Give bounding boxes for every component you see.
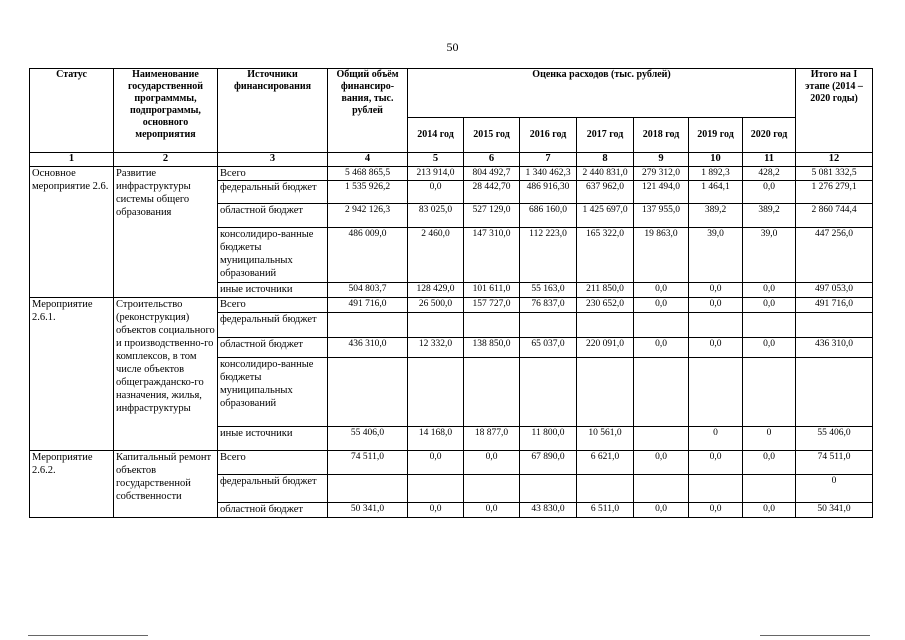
value-cell: 0,0 — [464, 503, 520, 518]
page-number: 50 — [446, 40, 459, 54]
value-cell — [464, 313, 520, 338]
value-cell: 14 168,0 — [408, 427, 464, 451]
value-cell — [328, 475, 408, 503]
value-cell — [796, 358, 873, 427]
value-cell: 0,0 — [743, 181, 796, 204]
value-cell: 6 621,0 — [577, 451, 634, 475]
value-cell: 491 716,0 — [796, 298, 873, 313]
column-number: 4 — [328, 153, 408, 167]
column-number: 8 — [577, 153, 634, 167]
value-cell — [464, 475, 520, 503]
column-number: 2 — [114, 153, 218, 167]
value-cell: 436 310,0 — [328, 338, 408, 358]
header-sources: Источники финансирования — [218, 69, 328, 153]
value-cell: 5 081 332,5 — [796, 167, 873, 181]
value-cell: 211 850,0 — [577, 283, 634, 298]
value-cell: 6 511,0 — [577, 503, 634, 518]
funding-source-cell: областной бюджет — [218, 204, 328, 228]
header-year: 2016 год — [520, 118, 577, 153]
value-cell: 55 406,0 — [328, 427, 408, 451]
value-cell — [577, 475, 634, 503]
value-cell: 19 863,0 — [634, 228, 689, 283]
value-cell: 0,0 — [689, 503, 743, 518]
value-cell: 0 — [689, 427, 743, 451]
column-number: 12 — [796, 153, 873, 167]
header-final: Итого на I этапе (2014 – 2020 годы) — [796, 69, 873, 153]
header-total: Общий объём финансиро-вания, тыс. рублей — [328, 69, 408, 153]
value-cell: 0,0 — [464, 451, 520, 475]
funding-source-cell: федеральный бюджет — [218, 475, 328, 503]
table-row — [30, 451, 873, 475]
header-year: 2014 год — [408, 118, 464, 153]
value-cell: 389,2 — [689, 204, 743, 228]
value-cell — [743, 475, 796, 503]
value-cell: 138 850,0 — [464, 338, 520, 358]
value-cell: 11 800,0 — [520, 427, 577, 451]
value-cell: 527 129,0 — [464, 204, 520, 228]
value-cell: 0 — [796, 475, 873, 503]
value-cell — [408, 313, 464, 338]
value-cell: 74 511,0 — [796, 451, 873, 475]
value-cell: 2 942 126,3 — [328, 204, 408, 228]
value-cell: 0,0 — [743, 451, 796, 475]
value-cell: 0 — [743, 427, 796, 451]
value-cell: 486 916,30 — [520, 181, 577, 204]
budget-table — [29, 68, 873, 518]
value-cell: 804 492,7 — [464, 167, 520, 181]
value-cell: 50 341,0 — [796, 503, 873, 518]
value-cell — [520, 313, 577, 338]
value-cell: 147 310,0 — [464, 228, 520, 283]
program-name-cell: Капитальный ремонт объектов государственной собственности — [114, 451, 218, 518]
value-cell — [743, 358, 796, 427]
column-number: 10 — [689, 153, 743, 167]
value-cell: 230 652,0 — [577, 298, 634, 313]
value-cell: 50 341,0 — [328, 503, 408, 518]
value-cell — [634, 313, 689, 338]
funding-source-cell: иные источники — [218, 283, 328, 298]
value-cell: 2 860 744,4 — [796, 204, 873, 228]
value-cell: 1 425 697,0 — [577, 204, 634, 228]
value-cell: 0,0 — [634, 338, 689, 358]
value-cell: 0,0 — [689, 283, 743, 298]
value-cell: 55 406,0 — [796, 427, 873, 451]
program-name-cell: Строительство (реконструкция) объектов социального и производственно-го комплексов, в том числе объектов общегражданско-го назначения, жилья, инфраструктуры — [114, 298, 218, 451]
header-status: Статус — [30, 69, 114, 153]
value-cell: 0,0 — [689, 338, 743, 358]
value-cell: 1 340 462,3 — [520, 167, 577, 181]
value-cell — [520, 475, 577, 503]
value-cell: 112 223,0 — [520, 228, 577, 283]
column-number: 6 — [464, 153, 520, 167]
status-cell: Мероприятие 2.6.2. — [30, 451, 114, 518]
scan-edge-right — [760, 635, 870, 636]
value-cell — [634, 475, 689, 503]
value-cell: 0,0 — [408, 503, 464, 518]
value-cell: 220 091,0 — [577, 338, 634, 358]
value-cell — [520, 358, 577, 427]
value-cell: 121 494,0 — [634, 181, 689, 204]
value-cell: 43 830,0 — [520, 503, 577, 518]
funding-source-cell: Всего — [218, 167, 328, 181]
value-cell: 0,0 — [634, 298, 689, 313]
value-cell: 2 440 831,0 — [577, 167, 634, 181]
funding-source-cell: Всего — [218, 451, 328, 475]
value-cell: 1 276 279,1 — [796, 181, 873, 204]
value-cell: 1 892,3 — [689, 167, 743, 181]
value-cell: 83 025,0 — [408, 204, 464, 228]
value-cell: 637 962,0 — [577, 181, 634, 204]
status-cell: Основное мероприятие 2.6. — [30, 167, 114, 298]
value-cell: 76 837,0 — [520, 298, 577, 313]
column-number: 9 — [634, 153, 689, 167]
header-year: 2019 год — [689, 118, 743, 153]
program-name-cell: Развитие инфраструктуры системы общего образования — [114, 167, 218, 298]
value-cell — [634, 427, 689, 451]
value-cell — [634, 358, 689, 427]
header-name: Наименование государственной программмы, подпрограммы, основного мероприятия — [114, 69, 218, 153]
value-cell: 10 561,0 — [577, 427, 634, 451]
value-cell: 67 890,0 — [520, 451, 577, 475]
value-cell: 436 310,0 — [796, 338, 873, 358]
funding-source-cell: областной бюджет — [218, 338, 328, 358]
header-year: 2015 год — [464, 118, 520, 153]
column-number: 3 — [218, 153, 328, 167]
header-year: 2018 год — [634, 118, 689, 153]
funding-source-cell: областной бюджет — [218, 503, 328, 518]
value-cell: 0,0 — [634, 283, 689, 298]
value-cell — [408, 358, 464, 427]
value-cell: 504 803,7 — [328, 283, 408, 298]
value-cell: 486 009,0 — [328, 228, 408, 283]
value-cell: 157 727,0 — [464, 298, 520, 313]
value-cell: 26 500,0 — [408, 298, 464, 313]
value-cell — [464, 358, 520, 427]
table-body — [30, 167, 873, 518]
value-cell: 0,0 — [743, 298, 796, 313]
value-cell: 12 332,0 — [408, 338, 464, 358]
funding-source-cell: Всего — [218, 298, 328, 313]
value-cell: 686 160,0 — [520, 204, 577, 228]
value-cell: 101 611,0 — [464, 283, 520, 298]
value-cell — [577, 313, 634, 338]
value-cell: 137 955,0 — [634, 204, 689, 228]
value-cell: 0,0 — [689, 298, 743, 313]
value-cell: 18 877,0 — [464, 427, 520, 451]
value-cell — [689, 358, 743, 427]
value-cell: 39,0 — [743, 228, 796, 283]
value-cell: 128 429,0 — [408, 283, 464, 298]
value-cell: 1 535 926,2 — [328, 181, 408, 204]
value-cell: 0,0 — [743, 283, 796, 298]
value-cell: 0,0 — [408, 451, 464, 475]
value-cell — [796, 313, 873, 338]
table-row — [30, 167, 873, 181]
value-cell: 0,0 — [743, 503, 796, 518]
value-cell: 447 256,0 — [796, 228, 873, 283]
funding-source-cell: консолидиро-ванные бюджеты муниципальных образований — [218, 358, 328, 427]
header-year: 2017 год — [577, 118, 634, 153]
table-row — [30, 298, 873, 313]
funding-source-cell: федеральный бюджет — [218, 181, 328, 204]
value-cell: 28 442,70 — [464, 181, 520, 204]
value-cell: 2 460,0 — [408, 228, 464, 283]
value-cell — [577, 358, 634, 427]
value-cell: 55 163,0 — [520, 283, 577, 298]
value-cell: 5 468 865,5 — [328, 167, 408, 181]
value-cell — [408, 475, 464, 503]
header-year: 2020 год — [743, 118, 796, 153]
value-cell: 39,0 — [689, 228, 743, 283]
value-cell: 497 053,0 — [796, 283, 873, 298]
column-number: 11 — [743, 153, 796, 167]
value-cell: 165 322,0 — [577, 228, 634, 283]
value-cell: 65 037,0 — [520, 338, 577, 358]
value-cell — [328, 313, 408, 338]
value-cell: 74 511,0 — [328, 451, 408, 475]
value-cell: 0,0 — [689, 451, 743, 475]
value-cell: 491 716,0 — [328, 298, 408, 313]
funding-source-cell: федеральный бюджет — [218, 313, 328, 338]
scan-edge-left — [28, 635, 148, 636]
column-number: 5 — [408, 153, 464, 167]
funding-source-cell: консолидиро-ванные бюджеты муниципальных образований — [218, 228, 328, 283]
value-cell: 279 312,0 — [634, 167, 689, 181]
value-cell — [328, 358, 408, 427]
status-cell: Мероприятие 2.6.1. — [30, 298, 114, 451]
value-cell: 213 914,0 — [408, 167, 464, 181]
value-cell: 0,0 — [634, 451, 689, 475]
value-cell: 389,2 — [743, 204, 796, 228]
value-cell — [689, 475, 743, 503]
value-cell: 428,2 — [743, 167, 796, 181]
value-cell — [689, 313, 743, 338]
funding-source-cell: иные источники — [218, 427, 328, 451]
column-number: 7 — [520, 153, 577, 167]
value-cell: 1 464,1 — [689, 181, 743, 204]
column-number: 1 — [30, 153, 114, 167]
value-cell: 0,0 — [408, 181, 464, 204]
value-cell — [743, 313, 796, 338]
value-cell: 0,0 — [634, 503, 689, 518]
value-cell: 0,0 — [743, 338, 796, 358]
header-estimate: Оценка расходов (тыс. рублей) — [408, 69, 796, 118]
